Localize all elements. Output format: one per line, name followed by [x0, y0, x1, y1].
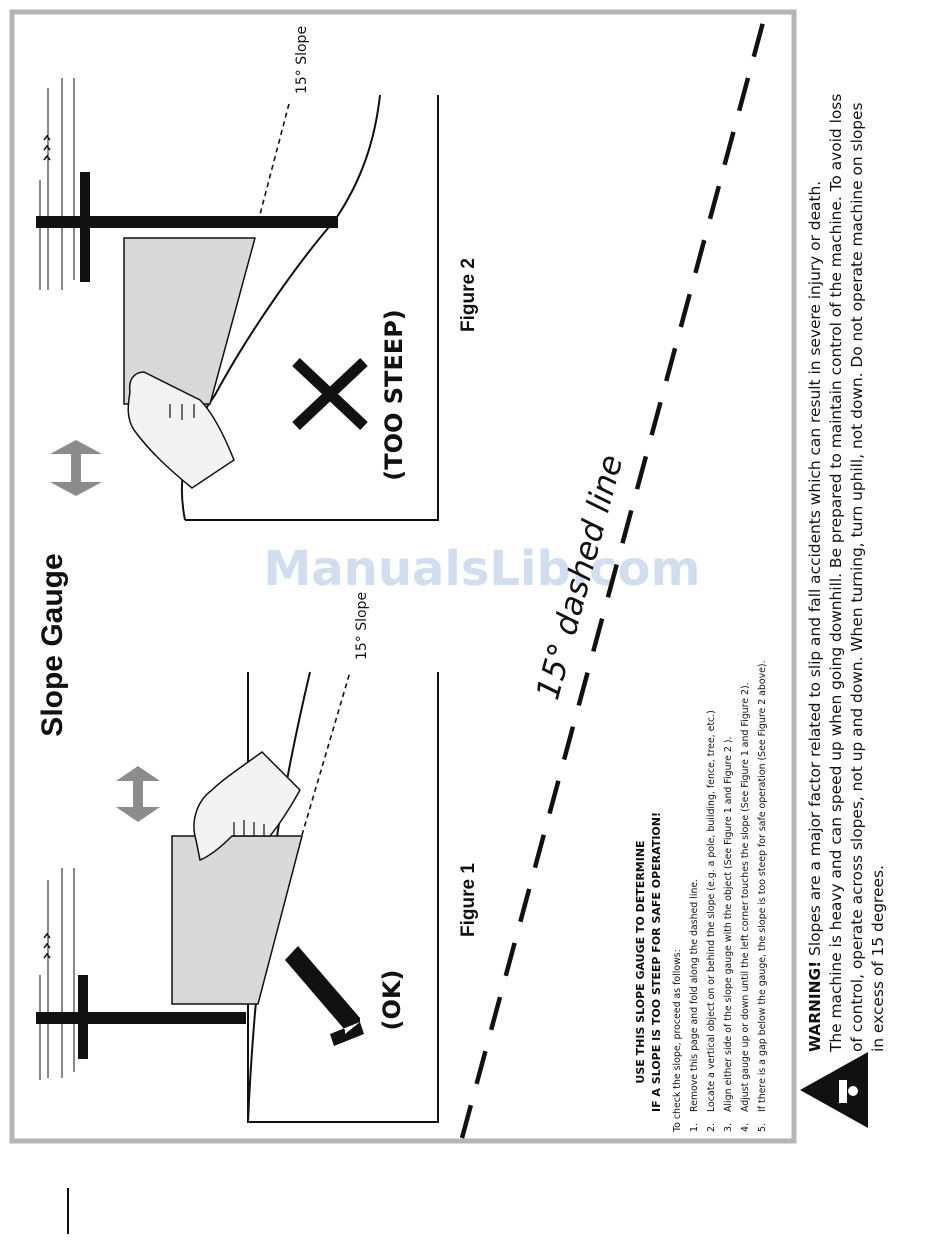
figure-1-arrow-icon [116, 766, 160, 822]
figure-2-crossarm [80, 172, 90, 282]
figure-2-arrow-icon [50, 440, 102, 496]
step-text: If there is a gap below the gauge, the slope is too steep for safe operation (See Figure 2 above). [757, 660, 768, 1112]
figure-1-verdict: (OK) [378, 969, 406, 1031]
watermark: ManualsLib.com [263, 541, 701, 597]
warning-line-4: in excess of 15 degrees. [869, 865, 887, 1052]
figure-1 [36, 592, 479, 1122]
figure-2-wires [40, 78, 74, 290]
page-title: Slope Gauge [36, 553, 69, 737]
figure-2 [36, 26, 479, 520]
figure-2-verdict: (TOO STEEP) [380, 309, 408, 481]
figure-2-caption: Figure 2 [458, 258, 479, 332]
figure-1-crossarm [78, 975, 88, 1059]
checkmark-icon [285, 946, 364, 1046]
step-number: 5. [757, 1123, 768, 1132]
figure-2-slope-label: 15° Slope [294, 25, 310, 95]
figure-1-wires [40, 868, 74, 1080]
instructions-heading-1: USE THIS SLOPE GAUGE TO DETERMINE [634, 840, 647, 1084]
figure-1-slope-label: 15° Slope [354, 591, 370, 661]
step-number: 2. [706, 1123, 717, 1132]
figure-2-slope-line [258, 100, 290, 222]
warning-line-1 [806, 181, 824, 1052]
warning-block [806, 94, 887, 1053]
warning-line-2: The machine is heavy and can speed up when going downhill. Be prepared to maintain control of the machine. To avoid loss [827, 93, 845, 1052]
figure-1-gauge [172, 836, 302, 1004]
figure-1-slope-line [302, 672, 350, 835]
dashed-line-label: 15° dashed line [528, 450, 631, 704]
instructions-intro: To check the slope, proceed as follows: [672, 949, 683, 1132]
instructions-heading-2: IF A SLOPE IS TOO STEEP FOR SAFE OPERATION! [650, 812, 663, 1112]
x-mark-icon [296, 362, 364, 426]
figure-1-caption: Figure 1 [458, 863, 479, 937]
instructions-block [634, 660, 768, 1133]
warning-label: WARNING! [806, 960, 824, 1052]
warning-line-3: of control, operate across slopes, not up and down. When turning, turn uphill, not down. Do not operate machine on slopes [848, 102, 866, 1052]
step-text: Align either side of the slope gauge with the object (See Figure 1 and Figure 2 ). [723, 736, 734, 1112]
step-number: 4. [740, 1123, 751, 1132]
warning-text-1: Slopes are a major factor related to slip and fall accidents which can result in severe injury or death. [806, 180, 824, 956]
warning-triangle-icon [800, 1052, 868, 1128]
step-number: 3. [723, 1123, 734, 1132]
step-text: Locate a vertical object on or behind the slope (e.g. a pole, building, fence, tree, etc.) [706, 710, 717, 1112]
step-text: Adjust gauge up or down until the left corner touches the slope (See Figure 1 and Figure 2). [740, 682, 751, 1112]
step-number: 1. [689, 1123, 700, 1132]
figure-1-pole [36, 1012, 246, 1024]
step-text: Remove this page and fold along the dashed line. [689, 878, 700, 1112]
